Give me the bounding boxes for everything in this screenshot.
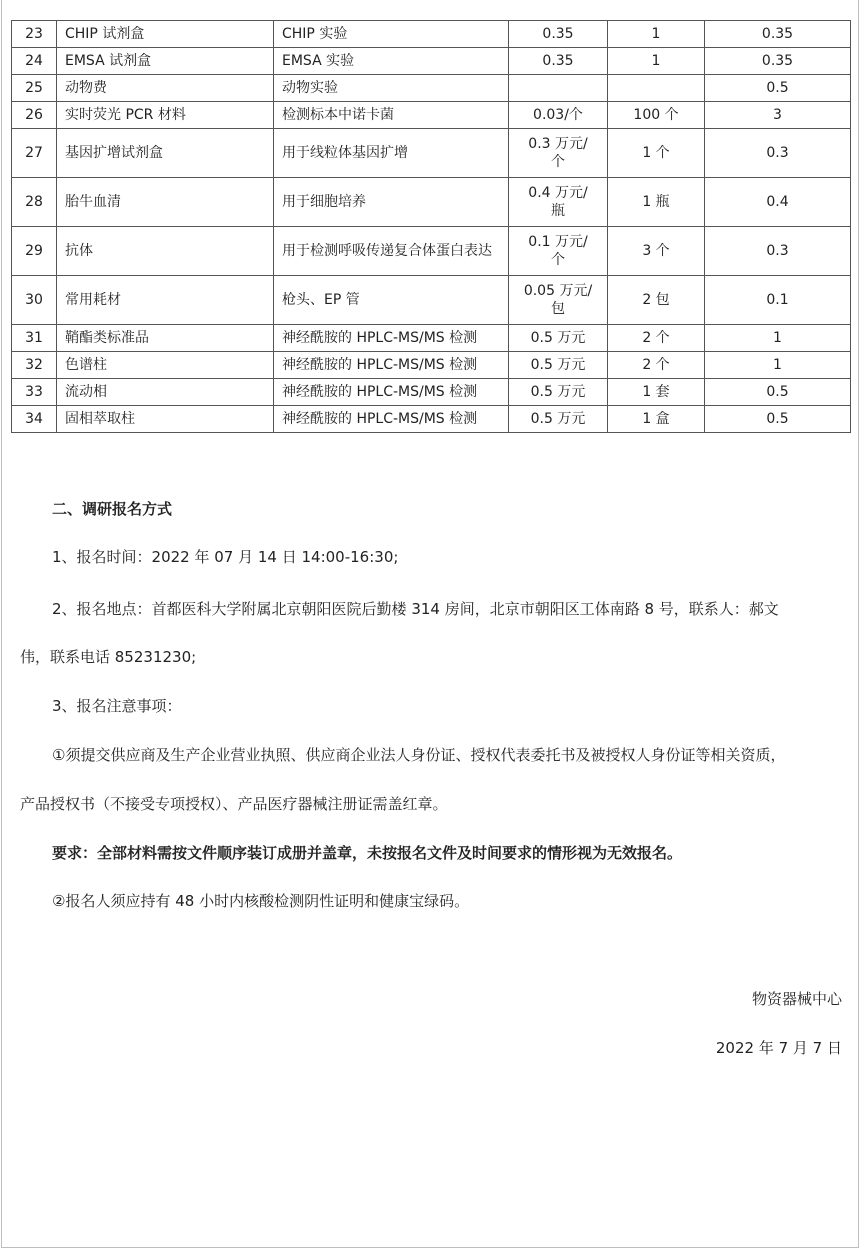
cell-total: 0.5 — [705, 379, 851, 406]
registration-location-line1: 2、报名地点：首都医科大学附属北京朝阳医院后勤楼 314 房间，北京市朝阳区工体南路 8 号，联系人：郝文 — [52, 600, 779, 618]
cell-total: 0.1 — [705, 276, 851, 325]
price-unit: 包 — [551, 301, 565, 317]
table-row — [12, 48, 851, 75]
cell-price: 0.35 — [509, 48, 608, 75]
cell-no: 28 — [12, 178, 57, 227]
cell-purpose: 神经酰胺的 HPLC-MS/MS 检测 — [274, 406, 509, 433]
cell-no: 30 — [12, 276, 57, 325]
cell-price: 0.5 万元 — [509, 352, 608, 379]
cell-name: 实时荧光 PCR 材料 — [57, 102, 274, 129]
cell-no: 32 — [12, 352, 57, 379]
cell-qty: 3 个 — [608, 227, 705, 276]
procurement-table — [11, 20, 851, 433]
cell-total: 0.35 — [705, 21, 851, 48]
cell-purpose: 检测标本中诺卡菌 — [274, 102, 509, 129]
cell-no: 26 — [12, 102, 57, 129]
cell-price — [509, 227, 608, 276]
cell-price — [509, 129, 608, 178]
table-row — [12, 178, 851, 227]
cell-name: 抗体 — [57, 227, 274, 276]
cell-purpose: CHIP 实验 — [274, 21, 509, 48]
cell-price — [509, 75, 608, 102]
cell-total: 0.4 — [705, 178, 851, 227]
signature-org: 物资器械中心 — [751, 990, 842, 1008]
cell-qty: 1 盒 — [608, 406, 705, 433]
cell-qty: 1 瓶 — [608, 178, 705, 227]
table-row — [12, 21, 851, 48]
table-row — [12, 75, 851, 102]
cell-purpose: 枪头、EP 管 — [274, 276, 509, 325]
cell-total: 1 — [705, 325, 851, 352]
cell-name: 基因扩增试剂盒 — [57, 129, 274, 178]
cell-price — [509, 178, 608, 227]
cell-qty: 1 个 — [608, 129, 705, 178]
signature-date: 2022 年 7 月 7 日 — [715, 1039, 842, 1057]
cell-price: 0.03/个 — [509, 102, 608, 129]
price-unit: 瓶 — [551, 203, 565, 219]
cell-price: 0.5 万元 — [509, 325, 608, 352]
cell-total: 0.5 — [705, 406, 851, 433]
price-line: 0.3 万元/ — [528, 136, 588, 152]
cell-qty: 2 个 — [608, 352, 705, 379]
cell-purpose: 神经酰胺的 HPLC-MS/MS 检测 — [274, 379, 509, 406]
price-line: 0.1 万元/ — [528, 234, 588, 250]
cell-name: CHIP 试剂盒 — [57, 21, 274, 48]
cell-total: 1 — [705, 352, 851, 379]
cell-qty — [608, 75, 705, 102]
cell-no: 29 — [12, 227, 57, 276]
requirement-text: 要求：全部材料需按文件顺序装订成册并盖章，未按报名文件及时间要求的情形视为无效报名。 — [52, 844, 683, 862]
cell-no: 23 — [12, 21, 57, 48]
cell-no: 33 — [12, 379, 57, 406]
cell-name: 动物费 — [57, 75, 274, 102]
note-1-line1: ①须提交供应商及生产企业营业执照、供应商企业法人身份证、授权代表委托书及被授权人身份证等相关资质， — [52, 746, 786, 764]
cell-name: 色谱柱 — [57, 352, 274, 379]
cell-purpose: 动物实验 — [274, 75, 509, 102]
cell-purpose: 用于线粒体基因扩增 — [274, 129, 509, 178]
cell-purpose: 用于细胞培养 — [274, 178, 509, 227]
price-unit: 个 — [551, 154, 565, 170]
cell-qty: 1 套 — [608, 379, 705, 406]
cell-purpose: 用于检测呼吸传递复合体蛋白表达 — [274, 227, 509, 276]
cell-name: 常用耗材 — [57, 276, 274, 325]
cell-name: 流动相 — [57, 379, 274, 406]
cell-purpose: 神经酰胺的 HPLC-MS/MS 检测 — [274, 352, 509, 379]
cell-total: 0.35 — [705, 48, 851, 75]
cell-name: 固相萃取柱 — [57, 406, 274, 433]
cell-price: 0.5 万元 — [509, 379, 608, 406]
cell-no: 25 — [12, 75, 57, 102]
cell-total: 0.5 — [705, 75, 851, 102]
cell-total: 0.3 — [705, 227, 851, 276]
table-row — [12, 379, 851, 406]
price-line: 0.4 万元/ — [528, 185, 588, 201]
note-1-line2: 产品授权书（不接受专项授权）、产品医疗器械注册证需盖红章。 — [20, 795, 448, 813]
cell-no: 34 — [12, 406, 57, 433]
cell-qty: 100 个 — [608, 102, 705, 129]
cell-total: 3 — [705, 102, 851, 129]
table-row — [12, 276, 851, 325]
registration-location-line2: 伟，联系电话 85231230; — [20, 648, 197, 666]
cell-qty: 1 — [608, 21, 705, 48]
cell-purpose: 神经酰胺的 HPLC-MS/MS 检测 — [274, 325, 509, 352]
cell-name: 胎牛血清 — [57, 178, 274, 227]
table-row — [12, 352, 851, 379]
cell-purpose: EMSA 实验 — [274, 48, 509, 75]
table-row — [12, 406, 851, 433]
cell-no: 24 — [12, 48, 57, 75]
registration-time: 1、报名时间：2022 年 07 月 14 日 14:00-16:30; — [52, 548, 399, 566]
table-row — [12, 227, 851, 276]
section-heading: 二、调研报名方式 — [52, 500, 173, 518]
cell-name: 鞘酯类标准品 — [57, 325, 274, 352]
cell-price: 0.35 — [509, 21, 608, 48]
cell-total: 0.3 — [705, 129, 851, 178]
cell-price: 0.5 万元 — [509, 406, 608, 433]
cell-qty: 2 个 — [608, 325, 705, 352]
table-row — [12, 325, 851, 352]
cell-price — [509, 276, 608, 325]
price-line: 0.05 万元/ — [523, 283, 593, 299]
registration-notes-title: 3、报名注意事项： — [52, 697, 182, 715]
cell-qty: 1 — [608, 48, 705, 75]
table-row — [12, 102, 851, 129]
cell-name: EMSA 试剂盒 — [57, 48, 274, 75]
note-2: ②报名人须应持有 48 小时内核酸检测阴性证明和健康宝绿码。 — [52, 892, 470, 910]
table-row — [12, 129, 851, 178]
cell-no: 27 — [12, 129, 57, 178]
cell-no: 31 — [12, 325, 57, 352]
price-unit: 个 — [551, 252, 565, 268]
cell-qty: 2 包 — [608, 276, 705, 325]
